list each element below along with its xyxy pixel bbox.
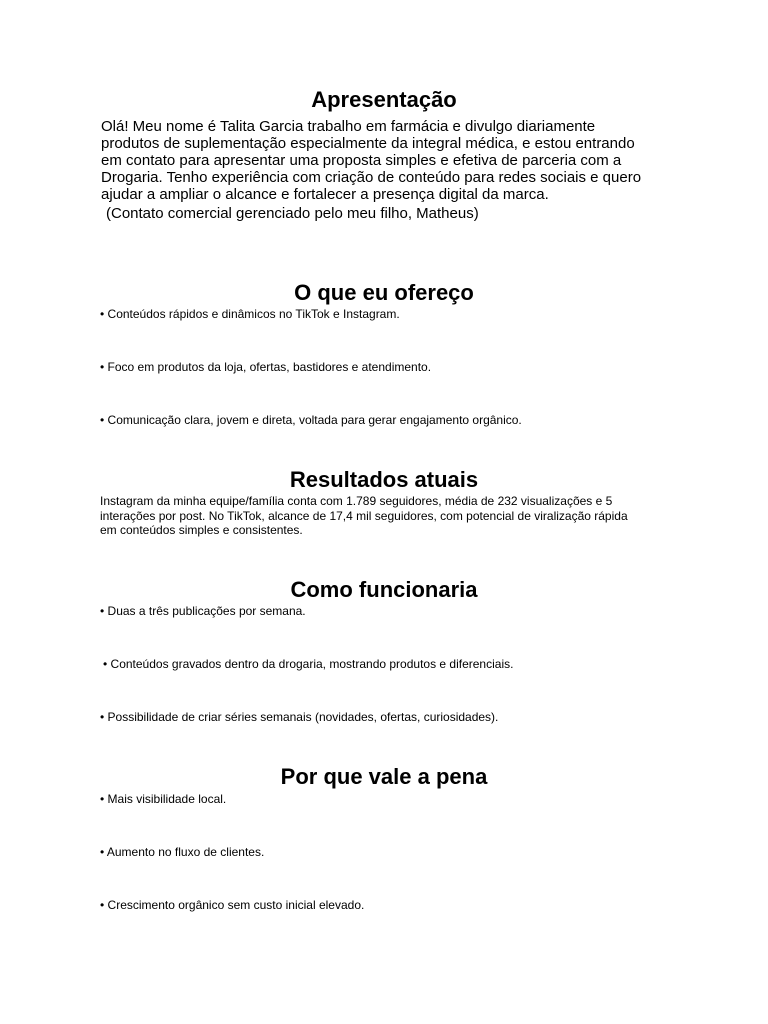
results-paragraph [100, 494, 700, 538]
section-title-vantagens: Por que vale a pena [280, 764, 488, 789]
contact-note: (Contato comercial gerenciado pelo meu filho, Matheus) [106, 205, 479, 222]
list-item-oferta: • Foco em produtos da loja, ofertas, bastidores e atendimento. [100, 360, 432, 374]
list-item-vantagens: • Mais visibilidade local. [100, 792, 227, 806]
section-title-resultados: Resultados atuais [289, 467, 479, 492]
list-item-oferta: • Conteúdos rápidos e dinâmicos no TikTok e Instagram. [100, 307, 400, 321]
intro-line: ajudar a ampliar o alcance e fortalecer a presença digital da marca. [101, 186, 549, 203]
list-item-funcionamento: • Duas a três publicações por semana. [100, 604, 306, 618]
intro-line: em contato para apresentar uma proposta simples e efetiva de parceria com a [101, 152, 622, 169]
intro-line: Drogaria. Tenho experiência com criação de conteúdo para redes sociais e quero [101, 169, 642, 186]
results-line: interações por post. No TikTok, alcance de 17,4 mil seguidores, com potencial de viralização rápida [100, 508, 628, 523]
section-title-funcionamento: Como funcionaria [290, 577, 478, 602]
list-item-oferta: • Comunicação clara, jovem e direta, voltada para gerar engajamento orgânico. [100, 413, 522, 427]
intro-line: produtos de suplementação especialmente da integral médica, e estou entrando [101, 135, 635, 152]
results-line: Instagram da minha equipe/família conta com 1.789 seguidores, média de 232 visualizações e 5 [100, 494, 613, 508]
list-item-funcionamento: • Possibilidade de criar séries semanais (novidades, ofertas, curiosidades). [100, 710, 499, 724]
intro-paragraph [101, 118, 681, 203]
list-item-funcionamento: • Conteúdos gravados dentro da drogaria, mostrando produtos e diferenciais. [103, 657, 514, 671]
list-item-vantagens: • Aumento no fluxo de clientes. [100, 845, 265, 859]
section-title-apresentacao: Apresentação [311, 87, 457, 112]
section-title-oferta: O que eu ofereço [294, 280, 474, 305]
list-item-vantagens: • Crescimento orgânico sem custo inicial elevado. [100, 898, 365, 912]
intro-line: Olá! Meu nome é Talita Garcia trabalho em farmácia e divulgo diariamente [101, 118, 596, 135]
results-line: em conteúdos simples e consistentes. [100, 523, 303, 537]
